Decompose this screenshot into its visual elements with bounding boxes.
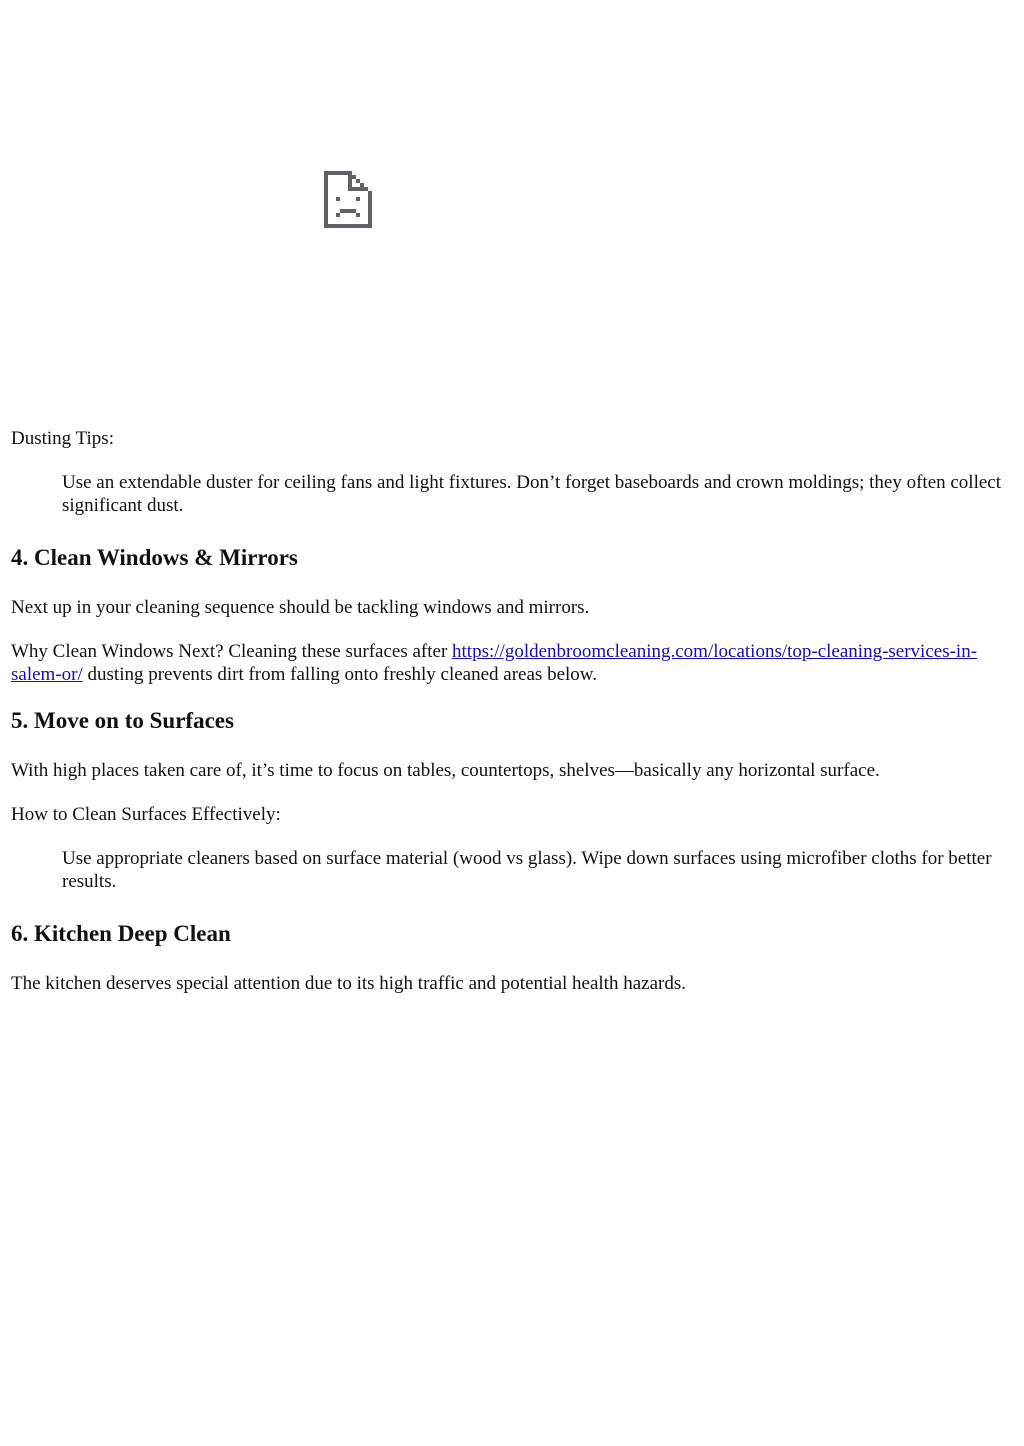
article-body: [11, 427, 1001, 1016]
windows-reason-tail: dusting prevents dirt from falling onto freshly cleaned areas below.: [82, 664, 598, 685]
windows-reason-lead: Why Clean Windows Next? Cleaning these surfaces after: [11, 641, 453, 662]
surfaces-intro-text: With high places taken care of, it’s time to focus on tables, countertops, shelves—basically any horizontal surface.: [11, 760, 880, 781]
windows-reason-text: [11, 640, 1001, 686]
cleaning-services-link[interactable]: https://goldenbroomcleaning.com/locations/top-cleaning-services-in-salem-or/: [11, 641, 978, 685]
dusting-tips-label: Dusting Tips:: [11, 428, 114, 449]
section-heading-surfaces: 5. Move on to Surfaces: [11, 708, 234, 733]
section-heading-kitchen: 6. Kitchen Deep Clean: [11, 921, 231, 946]
dusting-tip-text: Use an extendable duster for ceiling fans and light fixtures. Don’t forget baseboards and crown moldings; they often collect significant dust.: [62, 472, 1002, 516]
surfaces-tip-text: Use appropriate cleaners based on surface material (wood vs glass). Wipe down surfaces using microfiber cloths for better results.: [62, 848, 992, 892]
broken-image-icon: [324, 171, 372, 228]
windows-intro-text: Next up in your cleaning sequence should be tackling windows and mirrors.: [11, 597, 590, 618]
section-heading-windows: 4. Clean Windows & Mirrors: [11, 545, 298, 570]
surfaces-subheading: How to Clean Surfaces Effectively:: [11, 804, 281, 825]
kitchen-intro-text: The kitchen deserves special attention due to its high traffic and potential health hazards.: [11, 973, 686, 994]
